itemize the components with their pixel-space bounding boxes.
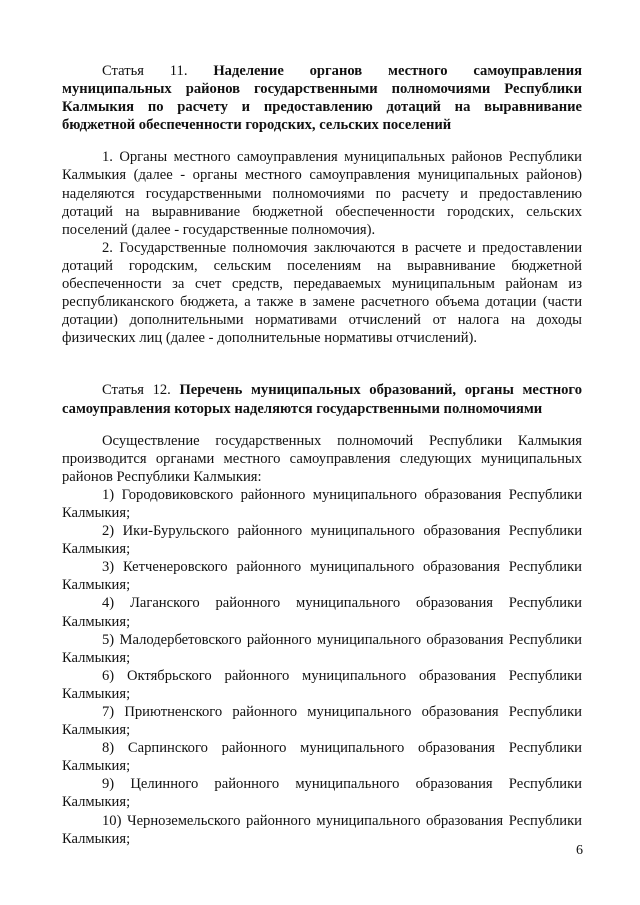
list-item: 9) Целинного районного муниципального образования Республики Калмыкия; [62, 776, 582, 811]
article-11-paragraph-1: 1. Органы местного самоуправления муниципальных районов Республики Калмыкия (далее - органы местного самоуправления муниципальных районов) наделяются государственными полномочиями по расчету и предоставлению дотаций на выравнивание бюджетной обеспеченности городских, сельских поселений (далее - государственные полномочия). [62, 149, 582, 238]
list-item: 2) Ики-Бурульского районного муниципального образования Республики Калмыкия; [62, 523, 582, 558]
article-12-heading [62, 381, 582, 417]
municipality-list [62, 486, 582, 848]
article-11-prefix: Статья 11. [102, 63, 188, 79]
article-12-prefix: Статья 12. [102, 382, 171, 399]
list-item: 6) Октябрьского районного муниципального образования Республики Калмыкия; [62, 667, 582, 702]
list-item: 3) Кетченеровского районного муниципального образования Республики Калмыкия; [62, 559, 582, 594]
article-11-heading [62, 62, 582, 134]
page-number: 6 [576, 843, 583, 858]
article-11-paragraph-2: 2. Государственные полномочия заключаются в расчете и предоставлении дотаций городским, сельским поселениям на выравнивание бюджетной обеспеченности за счет средств, передаваемых муниципальным районам из республиканского бюджета, а также в замене расчетного объема дотации (части дотации) дополнительными нормативами отчислений от налога на доходы физических лиц (далее - дополнительные нормативы отчислений). [62, 239, 582, 347]
page-content [62, 62, 582, 848]
article-12-intro: Осуществление государственных полномочий Республики Калмыкия производится органами местного самоуправления следующих муниципальных районов Республики Калмыкия: [62, 432, 582, 485]
list-item: 8) Сарпинского районного муниципального образования Республики Калмыкия; [62, 740, 582, 775]
list-item: 5) Малодербетовского районного муниципального образования Республики Калмыкия; [62, 631, 582, 666]
list-item: 1) Городовиковского районного муниципального образования Республики Калмыкия; [62, 486, 582, 521]
article-11-title: Наделение органов местного самоуправления муниципальных районов государственными полномочиями Республики Калмыкия по расчету и предоставлению дотаций на выравнивание бюджетной обеспеченности городских, сельских поселений [62, 63, 582, 134]
list-item: 10) Черноземельского районного муниципального образования Республики Калмыкия; [62, 812, 582, 847]
article-12-title: Перечень муниципальных образований, органы местного самоуправления которых наделяются государственными полномочиями [62, 382, 582, 417]
list-item: 4) Лаганского районного муниципального образования Республики Калмыкия; [62, 595, 582, 630]
list-item: 7) Приютненского районного муниципального образования Республики Калмыкия; [62, 704, 582, 739]
